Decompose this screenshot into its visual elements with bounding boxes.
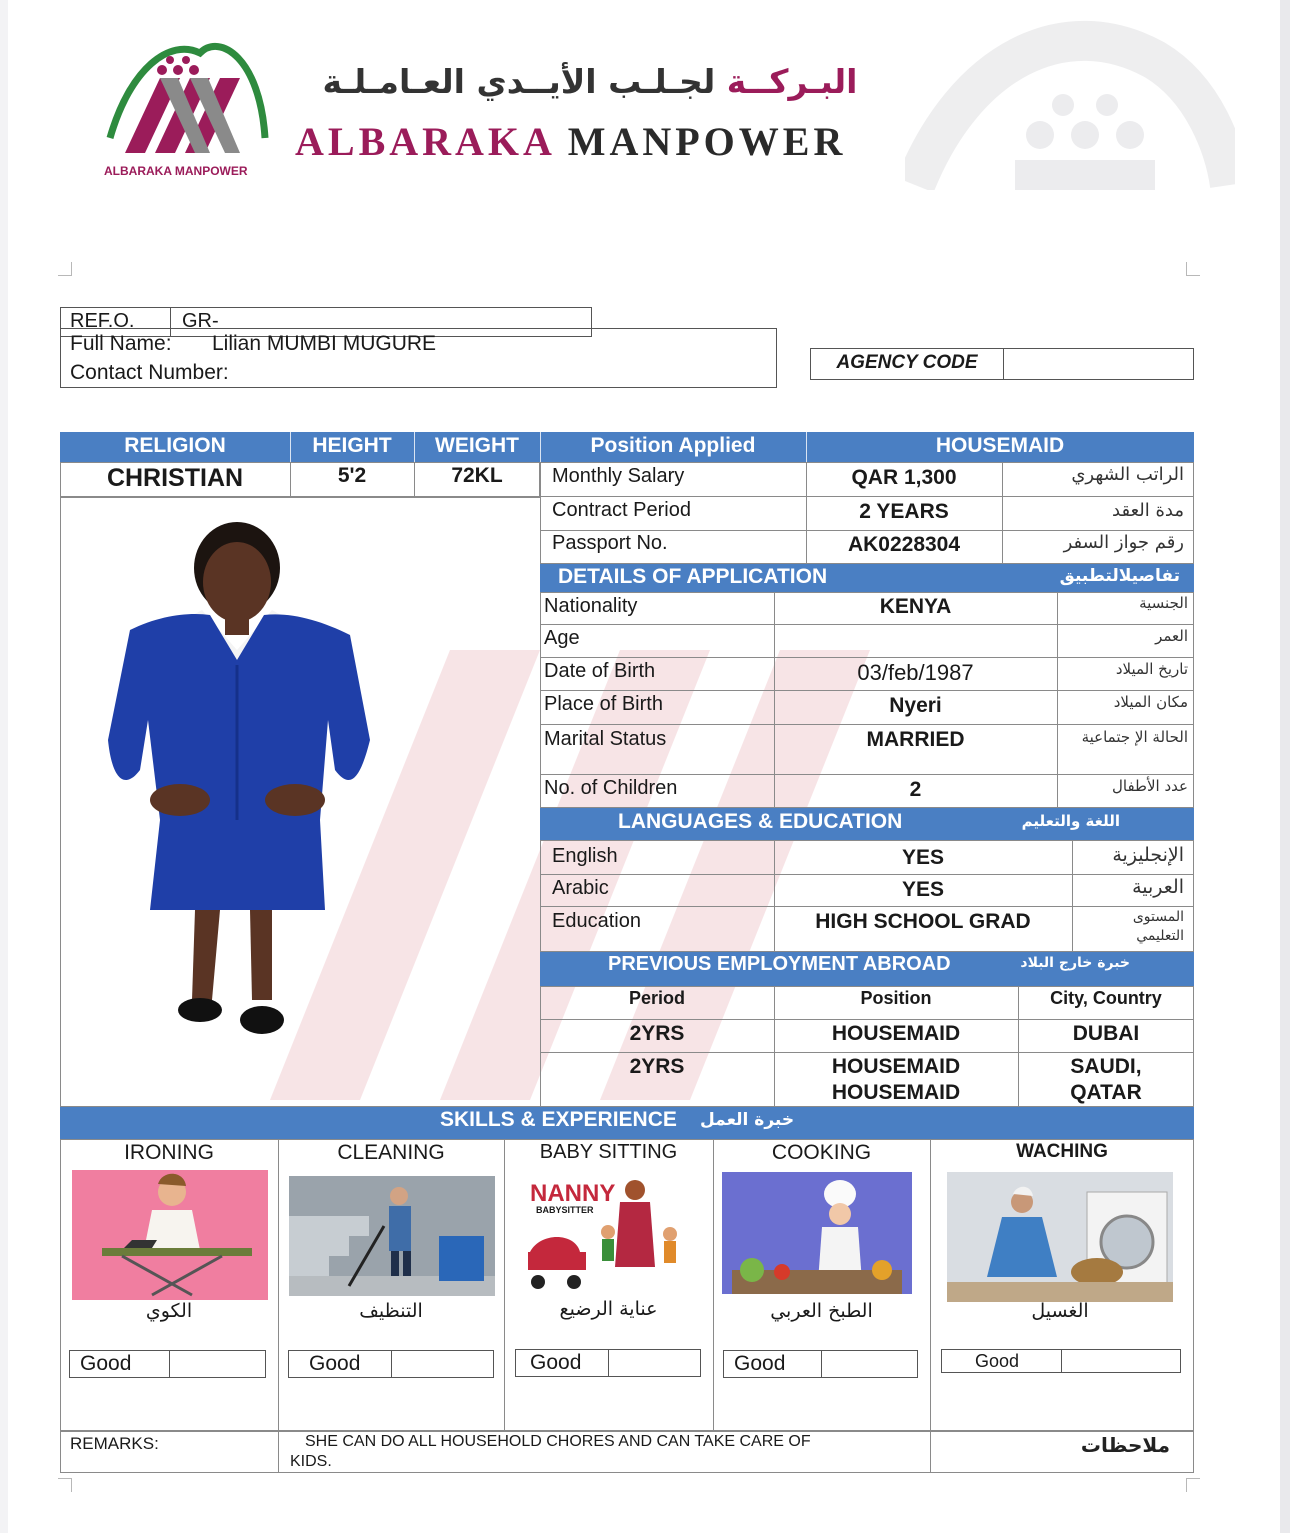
employment-col-country: City, Country [1050, 988, 1162, 1008]
contract-period-value: 2 YEARS [859, 500, 949, 523]
skill-cooking-rating [723, 1350, 918, 1378]
employment-row-divider [540, 1052, 1194, 1053]
details-row-divider [540, 724, 1194, 725]
height-header: HEIGHT [312, 434, 392, 457]
nationality-label: Nationality [544, 595, 638, 617]
employment-country: QATAR [1070, 1081, 1142, 1104]
age-label: Age [544, 627, 580, 649]
place-of-birth-label: Place of Birth [544, 693, 663, 715]
employment-title-en: PREVIOUS EMPLOYMENT ABROAD [608, 953, 951, 975]
skill-cooking-rating-value: Good [724, 1351, 822, 1377]
monthly-salary-value: QAR 1,300 [851, 466, 957, 489]
details-row-divider [540, 624, 1194, 625]
details-row-divider [540, 774, 1194, 775]
ironing-image [72, 1170, 268, 1300]
corner-mark [1186, 1478, 1200, 1492]
brand-ar-part1: البـركــة [726, 62, 858, 101]
contract-row-divider [540, 530, 1194, 531]
employment-position: HOUSEMAID [831, 1022, 961, 1045]
arabic-value: YES [901, 878, 945, 901]
employment-position: HOUSEMAID [831, 1055, 961, 1078]
contract-row-divider [540, 496, 1194, 497]
children-label: No. of Children [544, 777, 678, 799]
date-of-birth-label: Date of Birth [544, 660, 656, 682]
remarks-text-line1: SHE CAN DO ALL HOUSEHOLD CHORES AND CAN TAKE CARE OF [305, 1433, 811, 1450]
agency-code-box [810, 348, 1194, 380]
languages-divider [1072, 840, 1073, 952]
nanny-image-text: NANNY [530, 1180, 616, 1207]
skill-ironing-rating [69, 1350, 266, 1378]
skill-ironing-title: IRONING [124, 1141, 214, 1164]
nationality-value: KENYA [879, 595, 952, 618]
contract-divider [1002, 462, 1003, 564]
children-value: 2 [909, 778, 922, 801]
employment-col-position: Position [860, 988, 932, 1008]
employment-title-ar: خبرة خارج البلاد [1020, 955, 1130, 971]
languages-row-divider [540, 874, 1194, 875]
education-arabic: المستوى التعليمي [1132, 909, 1184, 944]
employment-position: HOUSEMAID [831, 1081, 961, 1104]
corner-mark [58, 1478, 72, 1492]
marital-status-arabic: الحالة الإ جتماعية [1081, 728, 1188, 746]
full-name-label: Full Name: [70, 332, 172, 355]
place-of-birth-arabic: مكان الميلاد [1113, 693, 1188, 711]
skill-washing-title: WACHING [1016, 1141, 1108, 1162]
ref-value: GR- [182, 310, 219, 332]
employment-period: 2YRS [629, 1055, 685, 1078]
skill-babysitting-arabic: عناية الرضيع [559, 1298, 658, 1320]
skill-ironing-rating-value: Good [70, 1351, 170, 1377]
education-value: HIGH SCHOOL GRAD [815, 910, 1031, 933]
english-value: YES [901, 846, 945, 869]
education-label: Education [552, 910, 641, 932]
remarks-text-line2: KIDS. [290, 1453, 332, 1470]
company-logo [100, 28, 270, 178]
logo-caption: ALBARAKA MANPOWER [104, 164, 248, 178]
details-title-ar: تفاصيلالتطبيق [1059, 566, 1180, 586]
date-of-birth-arabic: تاريخ الميلاد [1115, 660, 1188, 678]
candidate-photo [100, 520, 380, 1060]
english-label: English [552, 845, 618, 867]
passport-label: Passport No. [552, 532, 668, 554]
date-of-birth-value: 03/feb/1987 [857, 660, 974, 685]
children-arabic: عدد الأطفال [1112, 777, 1188, 795]
skill-babysitting-rating [515, 1349, 701, 1377]
skill-washing-rating [941, 1349, 1181, 1373]
arabic-arabic: العربية [1132, 876, 1184, 898]
skill-washing-arabic: الغسيل [1031, 1300, 1089, 1322]
skill-babysitting-rating-value: Good [516, 1350, 609, 1376]
employment-col-period: Period [628, 988, 685, 1008]
remarks-label: REMARKS: [70, 1434, 159, 1453]
skill-cooking-arabic: الطبخ العربي [770, 1300, 873, 1322]
skills-divider [504, 1139, 505, 1431]
babysitting-image [520, 1172, 700, 1300]
place-of-birth-value: Nyeri [889, 694, 942, 717]
skill-babysitting-title: BABY SITTING [539, 1141, 678, 1163]
skill-cleaning-rating-value: Good [289, 1351, 392, 1377]
weight-value: 72KL [451, 464, 503, 487]
languages-title-ar: اللغة والتعليم [1021, 812, 1120, 830]
employment-country: DUBAI [1072, 1022, 1140, 1045]
languages-row-divider [540, 906, 1194, 907]
monthly-salary-arabic: الراتب الشهري [1071, 464, 1184, 485]
contract-period-arabic: مدة العقد [1112, 500, 1184, 521]
details-title-en: DETAILS OF APPLICATION [558, 565, 828, 588]
arabic-label: Arabic [552, 877, 609, 899]
religion-header: RELIGION [124, 434, 226, 457]
details-row-divider [540, 690, 1194, 691]
washing-image [947, 1172, 1173, 1302]
languages-title-en: LANGUAGES & EDUCATION [618, 810, 903, 833]
header-watermark [905, 20, 1235, 190]
full-name-value: Lilian MUMBI MUGURE [212, 332, 437, 355]
header-divider [540, 432, 541, 462]
passport-arabic: رقم جواز السفر [1063, 532, 1184, 553]
height-value: 5'2 [337, 464, 367, 487]
weight-header: WEIGHT [435, 434, 519, 457]
cooking-image [722, 1172, 912, 1294]
skill-cooking-title: COOKING [771, 1141, 872, 1164]
brand-en-part1: ALBARAKA [295, 119, 554, 164]
nationality-arabic: الجنسية [1139, 594, 1188, 612]
skill-ironing-arabic: الكوي [145, 1300, 193, 1322]
brand-name-english [295, 118, 846, 165]
header-divider [806, 432, 807, 462]
skill-cleaning-arabic: التنظيف [359, 1300, 423, 1322]
religion-value: CHRISTIAN [106, 464, 244, 492]
english-arabic: الإنجليزية [1112, 844, 1184, 866]
remarks-arabic: ملاحظات [1080, 1433, 1170, 1457]
position-applied-value: HOUSEMAID [935, 434, 1065, 457]
corner-mark [1186, 262, 1200, 276]
agency-code-label: AGENCY CODE [811, 349, 1004, 379]
skills-divider [713, 1139, 714, 1431]
page-left-edge [0, 0, 8, 1533]
cleaning-image [289, 1176, 495, 1296]
contact-number-label: Contact Number: [70, 361, 229, 384]
brand-ar-part2: لجـلـب الأيــدي العـامـلـة [322, 62, 716, 101]
skills-title-en: SKILLS & EXPERIENCE [440, 1108, 677, 1131]
nanny-image-subtext: BABYSITTER [536, 1205, 594, 1215]
contract-period-label: Contract Period [552, 499, 691, 521]
marital-status-label: Marital Status [544, 728, 667, 750]
ref-label: REF.O. [70, 310, 135, 332]
passport-value: AK0228304 [847, 533, 961, 556]
position-applied-header: Position Applied [590, 434, 756, 457]
skill-washing-rating-value: Good [942, 1350, 1062, 1372]
skills-divider [930, 1139, 931, 1473]
skill-cleaning-title: CLEANING [337, 1141, 445, 1164]
employment-row-divider [540, 1019, 1194, 1020]
details-row-divider [540, 657, 1194, 658]
corner-mark [58, 262, 72, 276]
brand-en-part2: MANPOWER [567, 119, 847, 164]
skills-title-ar: خبرة العمل [700, 1110, 795, 1130]
employment-period: 2YRS [629, 1022, 685, 1045]
page-right-edge [1280, 0, 1290, 1533]
monthly-salary-label: Monthly Salary [552, 465, 685, 487]
brand-name-arabic [290, 62, 890, 101]
marital-status-value: MARRIED [866, 728, 965, 751]
employment-country: SAUDI, [1070, 1055, 1142, 1078]
age-arabic: العمر [1155, 627, 1188, 645]
skill-cleaning-rating [288, 1350, 494, 1378]
